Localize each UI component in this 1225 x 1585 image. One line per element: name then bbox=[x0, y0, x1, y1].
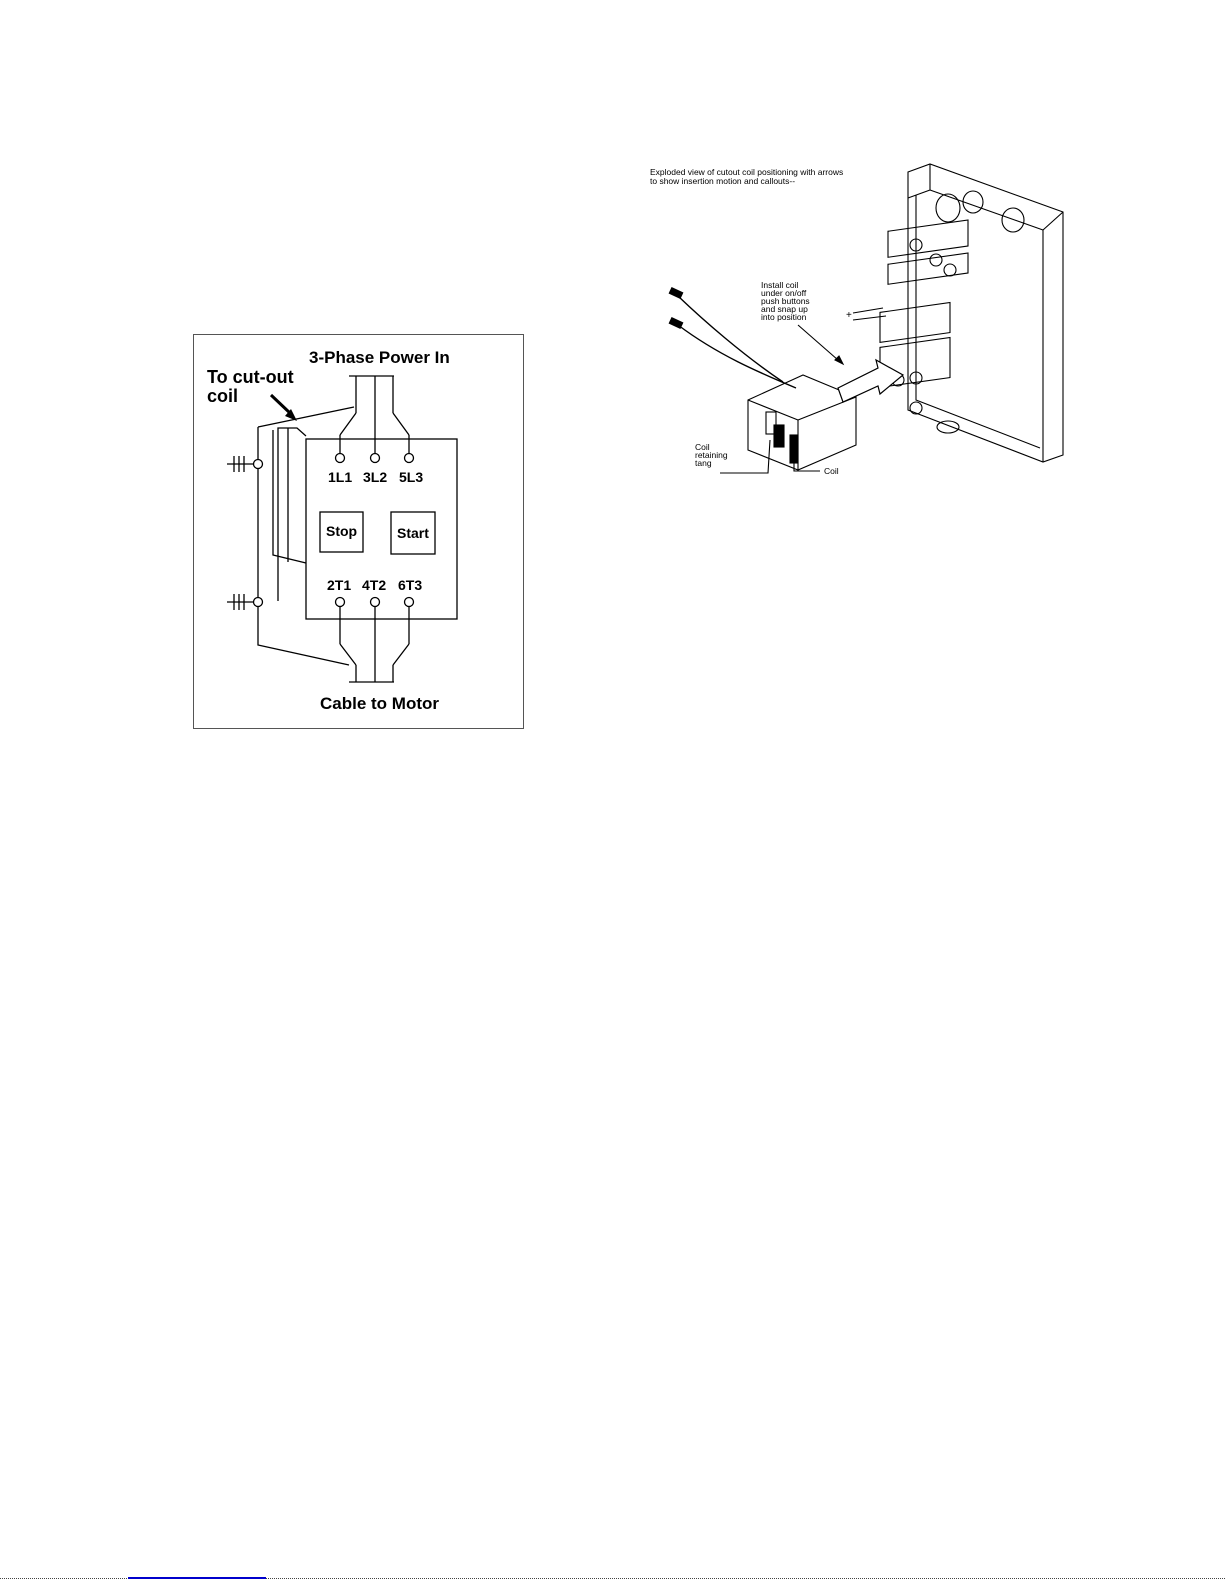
wiring-diagram bbox=[193, 334, 524, 729]
power-in-label: 3-Phase Power In bbox=[309, 348, 450, 367]
terminal-1l1 bbox=[336, 454, 345, 463]
terminal-4t2 bbox=[371, 598, 380, 607]
circuit-node-top bbox=[254, 460, 263, 469]
footer-link-underline[interactable] bbox=[128, 1577, 266, 1579]
exploded-caption-line1: Exploded view of cutout coil positioning with arrows bbox=[650, 167, 844, 177]
cutout-arrow bbox=[271, 395, 297, 421]
tang-label-line1: Coil bbox=[695, 442, 710, 452]
exploded-view-svg bbox=[648, 150, 1068, 490]
terminal-2t1 bbox=[336, 598, 345, 607]
cutout-label-line2: coil bbox=[207, 386, 239, 406]
terminal-label-5l3: 5L3 bbox=[399, 469, 424, 485]
terminal-5l3 bbox=[405, 454, 414, 463]
tang-label-line2: retaining bbox=[695, 450, 728, 460]
terminal-3l2 bbox=[371, 454, 380, 463]
terminal-label-3l2: 3L2 bbox=[363, 469, 388, 485]
start-label: Start bbox=[397, 525, 429, 541]
install-note-line1: Install coil bbox=[761, 280, 799, 290]
tang-label-line3: tang bbox=[695, 458, 712, 468]
enclosure-box bbox=[908, 164, 1063, 462]
exploded-caption-line2: to show insertion motion and callouts-- bbox=[650, 176, 796, 186]
terminal-label-1l1: 1L1 bbox=[328, 469, 353, 485]
terminal-label-4t2: 4T2 bbox=[362, 577, 387, 593]
install-note-line4: and snap up bbox=[761, 304, 808, 314]
terminal-label-2t1: 2T1 bbox=[327, 577, 352, 593]
insertion-arrow bbox=[838, 360, 903, 402]
coil-label: Coil bbox=[824, 466, 839, 476]
terminal-label-6t3: 6T3 bbox=[398, 577, 423, 593]
circuit-node-bottom bbox=[254, 598, 263, 607]
install-note-line2: under on/off bbox=[761, 288, 807, 298]
cutout-label-line1: To cut-out bbox=[207, 367, 294, 387]
exploded-view bbox=[648, 150, 1068, 490]
install-note-line3: push buttons bbox=[761, 296, 810, 306]
stop-label: Stop bbox=[326, 523, 358, 539]
wiring-diagram-svg bbox=[194, 335, 525, 730]
motor-label: Cable to Motor bbox=[320, 694, 439, 713]
terminal-6t3 bbox=[405, 598, 414, 607]
install-note-line5: into position bbox=[761, 312, 807, 322]
svg-text:+: + bbox=[846, 310, 852, 321]
